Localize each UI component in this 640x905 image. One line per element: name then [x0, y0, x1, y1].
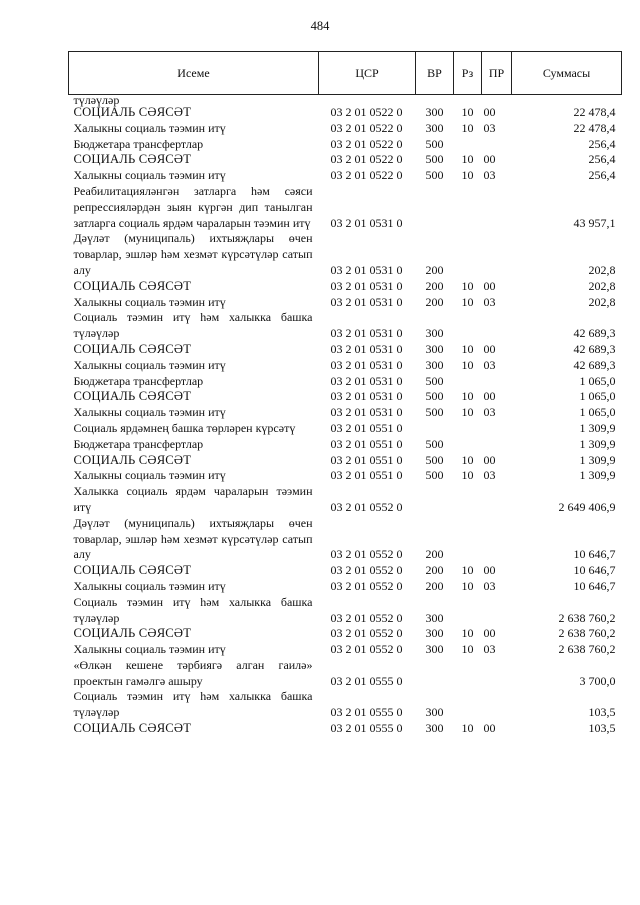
- cell-rz: [454, 374, 482, 390]
- cell-pr: [482, 658, 512, 690]
- cell-pr: 03: [483, 405, 496, 420]
- page-number: 484: [310, 19, 330, 33]
- cell-name: Халыкны социаль тәэмин итү: [73, 468, 226, 483]
- cell-sum: 103,5: [588, 721, 616, 736]
- table-row: [69, 405, 622, 421]
- cell-sum: 10 646,7: [573, 578, 616, 593]
- cell-sum: 202,8: [588, 262, 616, 277]
- table-row: [69, 484, 622, 516]
- cell-csr: 03 2 01 0555 0: [330, 673, 403, 688]
- table-row: [69, 626, 622, 642]
- cell-sum: 3 700,0: [579, 673, 616, 688]
- cell-rz: [454, 421, 482, 437]
- cell-sum: 1 309,9: [579, 468, 616, 483]
- cell-csr: 03 2 01 0531 0: [330, 278, 403, 293]
- cell-csr: 03 2 01 0531 0: [330, 326, 403, 341]
- cell-csr: 03 2 01 0552 0: [330, 642, 403, 657]
- cell-csr: 03 2 01 0531 0: [330, 389, 403, 404]
- cell-rz: 10: [461, 341, 474, 356]
- cell-sum: 2 638 760,2: [558, 610, 616, 625]
- table-row: [69, 689, 622, 721]
- cell-name: СОЦИАЛЬ СӘЯСӘТ: [73, 278, 192, 293]
- cell-pr: [482, 595, 512, 627]
- table-row: [69, 642, 622, 658]
- cell-rz: 10: [461, 105, 474, 119]
- table-row: [69, 516, 622, 563]
- table-row: [69, 374, 622, 390]
- cell-pr: 03: [483, 468, 496, 483]
- cell-rz: [454, 231, 482, 278]
- cell-vr: 500: [425, 389, 444, 404]
- cell-rz: 10: [461, 278, 474, 293]
- cell-vr: 300: [425, 120, 444, 135]
- cell-sum: 42 689,3: [573, 341, 616, 356]
- table-row: [69, 152, 622, 168]
- cell-csr: 03 2 01 0552 0: [330, 626, 403, 641]
- cell-sum: 2 649 406,9: [558, 499, 616, 514]
- cell-pr: [482, 374, 512, 390]
- cell-pr: 03: [483, 294, 496, 309]
- cell-name: Бюджетара трансфертлар: [73, 373, 204, 388]
- cell-vr: 200: [425, 294, 444, 309]
- table-row: [69, 658, 622, 690]
- cell-name: СОЦИАЛЬ СӘЯСӘТ: [73, 105, 192, 119]
- cell-rz: 10: [461, 642, 474, 657]
- cell-name: Халыкны социаль тәэмин итү: [73, 120, 226, 135]
- cell-rz: 10: [461, 152, 474, 167]
- cell-name: Социаль тәэмин итү һәм халыкка башка түләүләр: [73, 594, 313, 625]
- cell-pr: 03: [483, 357, 496, 372]
- cell-pr: [482, 421, 512, 437]
- cell-sum: 256,4: [588, 136, 616, 151]
- cell-pr: 00: [483, 389, 496, 404]
- cell-csr: 03 2 01 0522 0: [330, 105, 403, 119]
- cell-vr: 300: [425, 357, 444, 372]
- cell-vr: 500: [425, 436, 444, 451]
- cell-pr: 03: [483, 120, 496, 135]
- cell-vr: 200: [425, 578, 444, 593]
- cell-name: СОЦИАЛЬ СӘЯСӘТ: [73, 721, 192, 736]
- table-row: [69, 121, 622, 137]
- cell-name: Бюджетара трансфертлар: [73, 436, 204, 451]
- cell-rz: 10: [461, 563, 474, 578]
- table-row: [69, 453, 622, 469]
- cell-csr: 03 2 01 0531 0: [330, 341, 403, 356]
- cell-sum: 22 478,4: [573, 120, 616, 135]
- budget-table: [68, 51, 622, 737]
- header-csr: ЦСР: [319, 52, 416, 95]
- cell-csr: 03 2 01 0531 0: [330, 405, 403, 420]
- cell-csr: 03 2 01 0551 0: [330, 436, 403, 451]
- table-body: [69, 95, 622, 737]
- cell-csr: 03 2 01 0522 0: [330, 152, 403, 167]
- cell-csr: [319, 95, 416, 106]
- cell-pr: [482, 516, 512, 563]
- header-sum: Суммасы: [512, 52, 622, 95]
- cell-csr: 03 2 01 0531 0: [330, 215, 403, 230]
- cell-vr: 500: [425, 168, 444, 183]
- cell-pr: [482, 310, 512, 342]
- cell-csr: 03 2 01 0531 0: [330, 262, 403, 277]
- cell-vr: 500: [425, 405, 444, 420]
- cell-rz: 10: [461, 452, 474, 467]
- cell-vr: 500: [425, 452, 444, 467]
- cell-vr: [416, 484, 454, 516]
- table-row: [69, 579, 622, 595]
- cell-rz: [454, 310, 482, 342]
- cell-csr: 03 2 01 0555 0: [330, 721, 403, 736]
- table-row: [69, 468, 622, 484]
- cell-rz: [454, 437, 482, 453]
- cell-csr: 03 2 01 0552 0: [330, 563, 403, 578]
- cell-pr: 00: [483, 278, 496, 293]
- cell-name: Бюджетара трансфертлар: [73, 136, 204, 151]
- cell-rz: 10: [461, 405, 474, 420]
- cell-sum: 22 478,4: [573, 105, 616, 119]
- cell-sum: 1 309,9: [579, 436, 616, 451]
- cell-rz: 10: [461, 468, 474, 483]
- table-row: [69, 168, 622, 184]
- cell-pr: [482, 95, 512, 106]
- cell-rz: 10: [461, 721, 474, 736]
- cell-vr: [416, 184, 454, 231]
- table-row: [69, 342, 622, 358]
- cell-pr: 00: [483, 563, 496, 578]
- cell-pr: 00: [483, 105, 496, 119]
- table-row: [69, 421, 622, 437]
- cell-name: СОЦИАЛЬ СӘЯСӘТ: [73, 563, 192, 578]
- cell-rz: [454, 137, 482, 153]
- cell-vr: 300: [425, 626, 444, 641]
- cell-csr: 03 2 01 0552 0: [330, 499, 403, 514]
- cell-rz: [454, 516, 482, 563]
- cell-rz: 10: [461, 168, 474, 183]
- cell-name: «Өлкән кешене тәрбиягә алган гаилә» проектын гамәлгә ашыру: [73, 657, 313, 688]
- header-vr: ВР: [416, 52, 454, 95]
- cell-name: Халыкны социаль тәэмин итү: [73, 578, 226, 593]
- cell-vr: 500: [425, 152, 444, 167]
- cell-sum: 103,5: [588, 705, 616, 720]
- cell-csr: 03 2 01 0551 0: [330, 420, 403, 435]
- table-row: [69, 105, 622, 121]
- cell-rz: [454, 658, 482, 690]
- table-row: [69, 279, 622, 295]
- cell-name: Социаль тәэмин итү һәм халыкка башка түләүләр: [73, 310, 313, 341]
- cell-sum: 43 957,1: [573, 215, 616, 230]
- cell-sum: 1 065,0: [579, 405, 616, 420]
- cell-vr: 300: [425, 721, 444, 736]
- cell-pr: 00: [483, 341, 496, 356]
- cell-rz: [454, 689, 482, 721]
- cell-csr: 03 2 01 0552 0: [330, 610, 403, 625]
- cell-csr: 03 2 01 0531 0: [330, 357, 403, 372]
- cell-csr: 03 2 01 0551 0: [330, 468, 403, 483]
- cell-pr: [482, 137, 512, 153]
- cell-name: түләүләр: [73, 93, 120, 107]
- cell-sum: 10 646,7: [573, 563, 616, 578]
- cell-vr: 300: [425, 610, 444, 625]
- cell-sum: 256,4: [588, 152, 616, 167]
- cell-name: СОЦИАЛЬ СӘЯСӘТ: [73, 626, 192, 641]
- cell-rz: 10: [461, 120, 474, 135]
- cell-csr: 03 2 01 0522 0: [330, 120, 403, 135]
- cell-vr: 500: [425, 136, 444, 151]
- cell-name: Социаль тәэмин итү һәм халыкка башка түләүләр: [73, 689, 313, 720]
- table-row: [69, 184, 622, 231]
- cell-sum: 10 646,7: [573, 547, 616, 562]
- cell-name: СОЦИАЛЬ СӘЯСӘТ: [73, 452, 192, 467]
- cell-sum: 42 689,3: [573, 357, 616, 372]
- cell-sum: 2 638 760,2: [558, 642, 616, 657]
- cell-name: Халыкны социаль тәэмин итү: [73, 405, 226, 420]
- header-name: Исеме: [69, 52, 319, 95]
- cell-csr: 03 2 01 0551 0: [330, 452, 403, 467]
- cell-vr: 300: [425, 705, 444, 720]
- cell-rz: [454, 95, 482, 106]
- cell-pr: 00: [483, 626, 496, 641]
- cell-vr: 200: [425, 278, 444, 293]
- table-row: [69, 310, 622, 342]
- cell-name: Халыкка социаль ярдәм чараларын тәэмин итү: [73, 484, 313, 514]
- cell-sum: 1 309,9: [579, 452, 616, 467]
- cell-vr: [416, 658, 454, 690]
- cell-pr: [482, 184, 512, 231]
- cell-vr: 500: [425, 373, 444, 388]
- table-row: [69, 389, 622, 405]
- header-rz: Рз: [454, 52, 482, 95]
- cell-pr: [482, 437, 512, 453]
- cell-vr: 200: [425, 262, 444, 277]
- cell-vr: [416, 95, 454, 106]
- cell-vr: 300: [425, 642, 444, 657]
- cell-pr: [482, 231, 512, 278]
- table-row: [69, 563, 622, 579]
- cell-pr: 00: [483, 721, 496, 736]
- cell-name: СОЦИАЛЬ СӘЯСӘТ: [73, 341, 192, 356]
- table-header: [69, 52, 622, 95]
- table-row: [69, 231, 622, 278]
- cell-rz: 10: [461, 626, 474, 641]
- cell-pr: 00: [483, 452, 496, 467]
- cell-pr: 00: [483, 152, 496, 167]
- cell-name: Социаль ярдәмнең башка төрләрен күрсәтү: [73, 420, 296, 435]
- cell-sum: 202,8: [588, 278, 616, 293]
- cell-pr: [482, 689, 512, 721]
- cell-name: СОЦИАЛЬ СӘЯСӘТ: [73, 389, 192, 404]
- cell-name: Халыкны социаль тәэмин итү: [73, 642, 226, 657]
- cell-csr: 03 2 01 0522 0: [330, 136, 403, 151]
- cell-name: Халыкны социаль тәэмин итү: [73, 168, 226, 183]
- cell-vr: 300: [425, 341, 444, 356]
- cell-vr: 500: [425, 468, 444, 483]
- cell-pr: [482, 484, 512, 516]
- cell-csr: 03 2 01 0552 0: [330, 547, 403, 562]
- table-row: [69, 437, 622, 453]
- cell-rz: 10: [461, 389, 474, 404]
- cell-name: Халыкны социаль тәэмин итү: [73, 357, 226, 372]
- cell-sum: 42 689,3: [573, 326, 616, 341]
- cell-sum: 256,4: [588, 168, 616, 183]
- cell-sum: 1 065,0: [579, 373, 616, 388]
- table-row: [69, 95, 622, 106]
- cell-rz: 10: [461, 294, 474, 309]
- cell-rz: [454, 595, 482, 627]
- cell-name: Дәүләт (муниципаль) ихтыяҗлары өчен товарлар, эшләр һәм хезмәт күрсәтүләр сатып алу: [73, 515, 313, 562]
- cell-vr: 200: [425, 547, 444, 562]
- cell-name: Халыкны социаль тәэмин итү: [73, 294, 226, 309]
- cell-pr: 03: [483, 642, 496, 657]
- header-pr: ПР: [482, 52, 512, 95]
- cell-sum: 2 638 760,2: [558, 626, 616, 641]
- cell-vr: 200: [425, 563, 444, 578]
- cell-rz: 10: [461, 578, 474, 593]
- cell-sum: [512, 95, 622, 106]
- cell-rz: [454, 484, 482, 516]
- cell-sum: 1 065,0: [579, 389, 616, 404]
- table-row: [69, 358, 622, 374]
- table-row: [69, 595, 622, 627]
- cell-pr: 03: [483, 168, 496, 183]
- cell-csr: 03 2 01 0531 0: [330, 373, 403, 388]
- cell-pr: 03: [483, 578, 496, 593]
- cell-vr: 300: [425, 326, 444, 341]
- cell-csr: 03 2 01 0555 0: [330, 705, 403, 720]
- cell-csr: 03 2 01 0552 0: [330, 578, 403, 593]
- table-row: [69, 295, 622, 311]
- cell-name: СОЦИАЛЬ СӘЯСӘТ: [73, 152, 192, 167]
- cell-sum: 202,8: [588, 294, 616, 309]
- cell-rz: [454, 184, 482, 231]
- cell-name: Дәүләт (муниципаль) ихтыяҗлары өчен товарлар, эшләр һәм хезмәт күрсәтүләр сатып алу: [73, 231, 313, 277]
- cell-sum: 1 309,9: [579, 420, 616, 435]
- table-row: [69, 721, 622, 737]
- cell-rz: 10: [461, 357, 474, 372]
- cell-vr: [416, 421, 454, 437]
- table-row: [69, 137, 622, 153]
- cell-csr: 03 2 01 0522 0: [330, 168, 403, 183]
- cell-vr: 300: [425, 105, 444, 119]
- cell-csr: 03 2 01 0531 0: [330, 294, 403, 309]
- cell-name: Реабилитацияләнгән затларга һәм сәяси репрессияләрдән зыян күргән дип танылган затларга социаль ярдәм чараларын тәэмин итү: [73, 183, 313, 230]
